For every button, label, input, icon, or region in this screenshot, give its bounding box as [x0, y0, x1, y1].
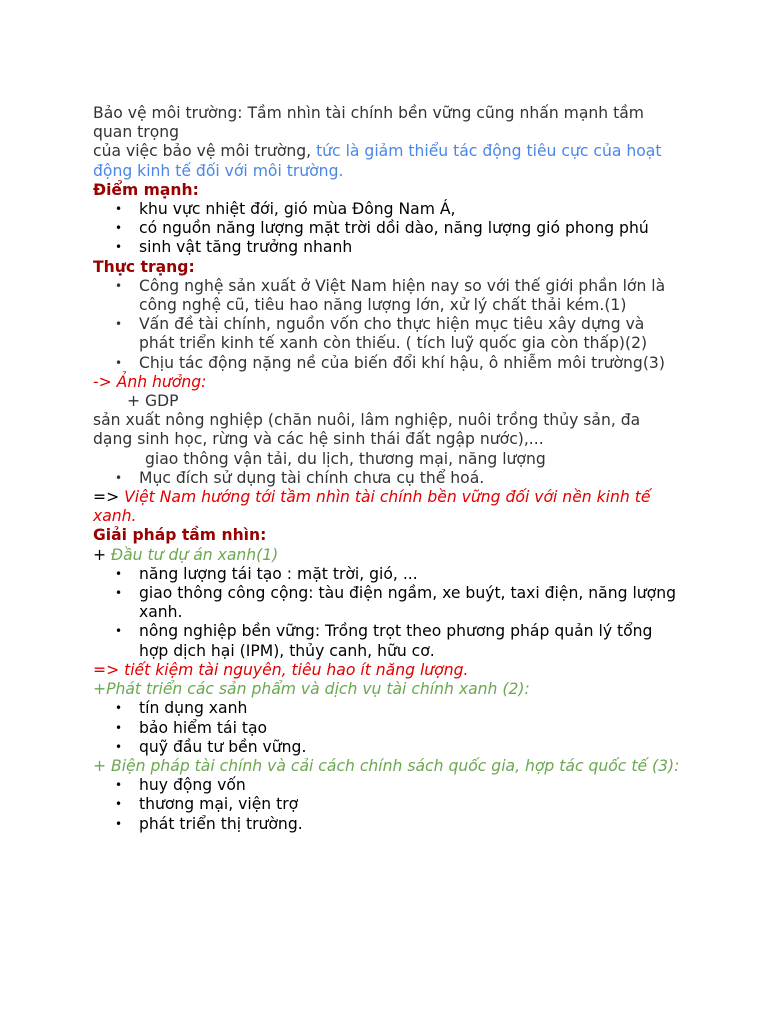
impact-list [93, 469, 683, 488]
impact-line-2: giao thông vận tải, du lịch, thương mại, năng lượng [145, 449, 546, 468]
bullet-icon: • [115, 586, 123, 601]
bullet-icon: • [115, 816, 123, 831]
bullet-icon: • [115, 720, 123, 735]
intro-line-2-highlight: tức là giảm thiểu tác động tiêu cực của hoạt động kinh tế đối với môi trường. [93, 142, 662, 180]
list-item: • Công nghệ sản xuất ở Việt Nam hiện nay so với thế giới phần lớn là công nghệ cũ, tiêu hao năng lượng lớn, xử lý chất thải kém.(1) [115, 276, 666, 315]
solution-2-title: +Phát triển các sản phẩm và dịch vụ tài chính xanh (2): [93, 680, 530, 699]
list-item: • có nguồn năng lượng mặt trời dồi dào, năng lượng gió phong phú [115, 219, 649, 238]
strengths-list [93, 200, 683, 258]
bullet-icon: • [115, 470, 123, 485]
intro-line-1: Bảo vệ môi trường: Tầm nhìn tài chính bền vững cũng nhấn mạnh tầm quan trọng [93, 104, 644, 142]
impact-gdp: + GDP [127, 392, 179, 411]
impact-line-1: sản xuất nông nghiệp (chăn nuôi, lâm nghiệp, nuôi trồng thủy sản, đa dạng sinh học, rừng và các hệ sinh thái đất ngập nước),... [93, 411, 641, 449]
bullet-icon: • [115, 778, 123, 793]
conclusion [93, 488, 683, 526]
list-item: • Vấn đề tài chính, nguồn vốn cho thực hiện mục tiêu xây dựng và phát triển kinh tế xanh còn thiếu. ( tích luỹ quốc gia còn thấp)(2) [115, 315, 648, 353]
bullet-icon: • [115, 221, 123, 236]
list-item: • khu vực nhiệt đới, gió mùa Đông Nam Á, [115, 200, 456, 219]
intro-line-2-plain: của việc bảo vệ môi trường, [93, 142, 317, 161]
solution-1-plus: + [93, 545, 112, 564]
solution-3-title: + Biện pháp tài chính và cải cách chính sách quốc gia, hợp tác quốc tế (3): [93, 756, 680, 775]
bullet-icon: • [115, 278, 123, 293]
solution-1-result: => tiết kiệm tài nguyên, tiêu hao ít năng lượng. [93, 660, 469, 679]
conclusion-text: Việt Nam hướng tới tầm nhìn tài chính bền vững đối với nền kinh tế xanh. [93, 488, 651, 526]
bullet-icon: • [115, 202, 123, 217]
status-heading: Thực trạng: [93, 257, 195, 276]
strengths-heading: Điểm mạnh: [93, 180, 199, 199]
bullet-icon: • [115, 797, 123, 812]
conclusion-arrow: => [93, 488, 125, 507]
bullet-icon: • [115, 240, 123, 255]
bullet-icon: • [115, 566, 123, 581]
solution-1-list [93, 565, 683, 661]
impact-label: -> Ảnh hưởng: [93, 372, 207, 391]
list-item: • sinh vật tăng trưởng nhanh [115, 238, 353, 257]
solution-1-title [93, 546, 683, 565]
solution-1-label: Đầu tư dự án xanh(1) [111, 545, 279, 564]
solutions-heading: Giải pháp tầm nhìn: [93, 526, 267, 545]
list-item: • tín dụng xanh [115, 699, 248, 718]
bullet-icon: • [115, 701, 123, 716]
solution-3-list [93, 776, 683, 834]
status-list [93, 277, 683, 373]
intro-line-2 [93, 142, 683, 180]
list-item: • nông nghiệp bền vững: Trồng trọt theo phương pháp quản lý tổng hợp dịch hại (IPM), thủy canh, hữu cơ. [115, 622, 653, 660]
list-item: • bảo hiểm tái tạo [115, 718, 268, 737]
list-item: • Chịu tác động nặng nề của biến đổi khí hậu, ô nhiễm môi trường(3) [115, 353, 665, 372]
list-item: • năng lượng tái tạo : mặt trời, gió, ... [115, 564, 418, 583]
bullet-icon: • [115, 355, 123, 370]
solution-2-list [93, 699, 683, 757]
document-page [93, 104, 683, 834]
bullet-icon: • [115, 317, 123, 332]
list-item: • huy động vốn [115, 776, 246, 795]
list-item: • Mục đích sử dụng tài chính chưa cụ thể hoá. [115, 468, 485, 487]
list-item: • thương mại, viện trợ [115, 795, 299, 814]
list-item: • phát triển thị trường. [115, 814, 303, 833]
bullet-icon: • [115, 739, 123, 754]
list-item: • quỹ đầu tư bền vững. [115, 737, 307, 756]
bullet-icon: • [115, 624, 123, 639]
list-item: • giao thông công cộng: tàu điện ngầm, xe buýt, taxi điện, năng lượng xanh. [115, 584, 676, 622]
